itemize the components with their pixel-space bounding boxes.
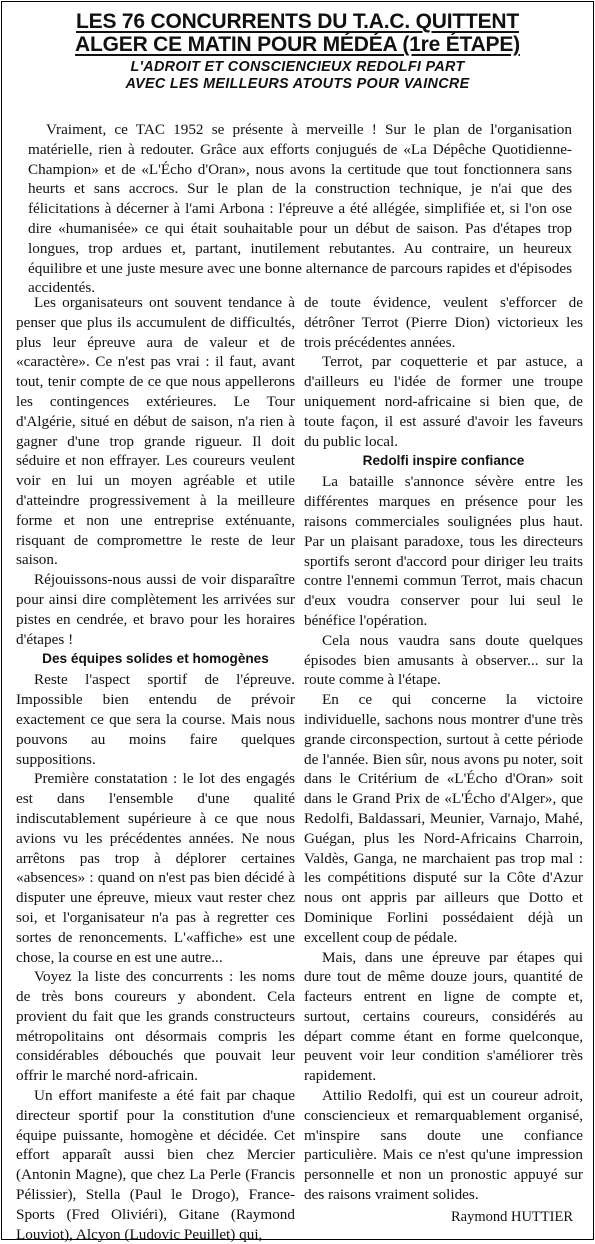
body-paragraph: Mais, dans une épreuve par étapes qui dure tout de même douze jours, quantité de facteurs entrent en ligne de compte et, surtout, certains coureurs, considérés au départ comme étant en forme quelconque, peuvent voir leur condition s'améliorer très rapidement. xyxy=(304,948,583,1085)
section-subheading: Redolfi inspire confiance xyxy=(362,453,525,469)
lead-paragraph: Vraiment, ce TAC 1952 se présente à merveille ! Sur le plan de l'organisation matérielle, rien à redouter. Grâce aux efforts conjugués de «La Dépêche Quotidienne-Champion» et de «L'Écho d'Oran», nous avons la certitude que tout fonctionnera sans heurts et sans accrocs. Sur le plan de la construction technique, je n'ai que des félicitations à décerner à l'ami Arbona : l'épreuve a été allégée, simplifiée et, si l'on ose dire «humanisée» ce qui était souhaitable pour un début de saison. Pas d'étapes trop longues, trop ardues et, partant, inutilement rebutantes. Au contraire, un heureux équilibre et une juste mesure avec une bonne alternance de parcours rapides et d'épisodes accidentés. xyxy=(28,121,572,297)
left-column xyxy=(16,293,295,1244)
body-paragraph: Réjouissons-nous aussi de voir disparaître pour ainsi dire complètement les arrivées sur pistes en cendrée, et bravo pour les horaires d'étapes ! xyxy=(16,571,295,648)
subheadline xyxy=(2,59,593,93)
author-signature: Raymond HUTTIER xyxy=(450,1208,573,1225)
body-paragraph: Voyez la liste des concurrents : les noms de très bons coureurs y abondent. Cela provient du fait que les grands constructeurs métropolitains ont désormais compris les considérables débouchés que pouvait leur offrir le marché nord-africain. xyxy=(16,968,295,1085)
headline-line-2: ALGER CE MATIN POUR MÉDÉA (1re ÉTAPE) xyxy=(75,33,520,56)
subheadline-line-2: AVEC LES MEILLEURS ATOUTS POUR VAINCRE xyxy=(125,76,470,92)
body-paragraph: La bataille s'annonce sévère entre les différentes marques en présence pour les raisons commerciales soulignées plus haut. Par un plaisant paradoxe, tous les directeurs sportifs seront d'accord pour diriger leu traits contre l'ennemi commun Terrot, mais chacun d'eux voudra conserver pour lui seul le bénéfice l'opération. xyxy=(304,473,583,629)
body-paragraph: En ce qui concerne la victoire individuelle, sachons nous montrer d'une très grande circonspection, surtout à cette période de l'année. Bien sûr, nous avons pu noter, soit dans le Critérium de «L'Écho d'Oran» soit dans le Grand Prix de «L'Écho d'Alger», que Redolfi, Baldassari, Meunier, Varnajo, Mahé, Guégan, plus les Nord-Africains Charroin, Valdès, Ganga, ne marchaient pas trop mal : les compétitions disputé sur la Côte d'Azur nous ont appris par ailleurs que Dotto et Dominique Forlini possédaient déjà un excellent coup de pédale. xyxy=(304,691,583,946)
right-column xyxy=(304,293,583,1226)
body-paragraph: Terrot, par coquetterie et par astuce, a d'ailleurs eu l'idée de former une troupe uniquement nord-africaine si bien que, de toute façon, il est assuré d'avoir les faveurs du public local. xyxy=(304,353,583,450)
section-subheading: Des équipes solides et homogènes xyxy=(42,651,269,667)
body-paragraph: Cela nous vaudra sans doute quelques épisodes bien amusants à observer... sur la route comme à l'étape. xyxy=(304,631,583,689)
body-paragraph: Reste l'aspect sportif de l'épreuve. Impossible bien entendu de prévoir exactement ce que sera la course. Mais nous pouvons au moins faire quelques suppositions. xyxy=(16,671,295,768)
body-paragraph: Un effort manifeste a été fait par chaque directeur sportif pour la constitution d'une équipe puissante, homogène et décidée. Cet effort apparaît aussi bien chez Mercier (Antonin Magne), que chez La Perle (Francis Pélissier), Stella (Paul le Drogo), France-Sports (Fred Oliviéri), Gitane (Raymond Louviot), Alcyon (Ludovic Peuillet) qui, xyxy=(16,1087,295,1243)
body-paragraph: Les organisateurs ont souvent tendance à penser que plus ils accumulent de difficultés, plus leur épreuve aura de valeur et de «caractère». Ce n'est pas vrai : il faut, avant tout, tenir compte de ce que nous appellerons les contingences extérieures. Le Tour d'Algérie, situé en début de saison, n'a rien à gagner d'une trop grande rigueur. Il doit séduire et non effrayer. Les coureurs veulent voir en lui un moyen agréable et utile d'atteindre progressivement à la meilleure forme et non une entreprise exténuante, risquant de compromettre le reste de leur saison. xyxy=(16,294,295,569)
subheadline-line-1: L'ADROIT ET CONSCIENCIEUX REDOLFI PART xyxy=(130,59,465,75)
headline-line-1: LES 76 CONCURRENTS DU T.A.C. QUITTENT xyxy=(76,10,519,33)
body-paragraph: Première constatation : le lot des engagés est dans l'ensemble d'une qualité indiscutablement supérieure à ce que nous avions vu les précédentes années. Ne nous arrêtons pas trop à déplorer certaines «absences» : quand on n'est pas bien décidé à disputer une épreuve, mieux vaut rester chez soi, et l'organisateur n'a pas à regretter ces sortes de renoncements. L'«affiche» est une chose, la course en est une autre... xyxy=(16,770,295,966)
newspaper-clipping xyxy=(1,1,594,1243)
body-paragraph: de toute évidence, veulent s'efforcer de détrôner Terrot (Pierre Dion) victorieux les trois précédentes années. xyxy=(304,294,583,351)
headline xyxy=(2,10,593,56)
body-paragraph: Attilio Redolfi, qui est un coureur adroit, consciencieux et remarquablement organisé, m'inspire sans doute une confiance particulière. Mais ce n'est qu'une impression personnelle et non un pronostic appuyé sur des raisons vraiment solides. xyxy=(304,1087,583,1204)
